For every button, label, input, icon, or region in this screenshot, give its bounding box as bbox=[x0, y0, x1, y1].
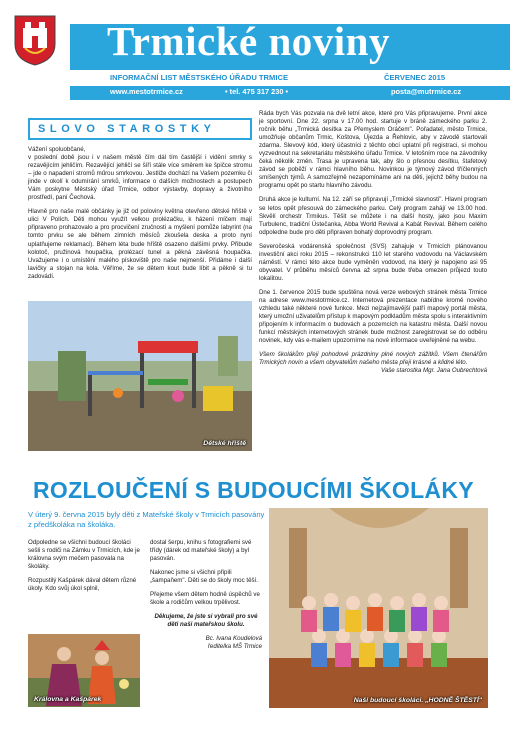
mayor-paragraph: Hlavně pro naše malé občánky je již od poloviny května otevřeno dětské hřiště v ulici V Polích. Děti mohou využít velkou prolézačku, k házení míčem mají připraveno prohazovalo a pro procvičení zručnosti a myšlení pomůže labyrint (na tomto prvku se ale během zimních měsíců zkoušela deska a proto nyní uplatňujeme reklamaci). Během léta bude hřiště osazeno dalšími prvky. Přibude kolotoč, pružinová houpačka, prolézací tunel a pěkná závěsná houpačka. Uvažujeme i o umístění malého pískoviště pro naše nejmenší. Přidáme i další lavičky a stojan na kola. Věříme, že se dětem kout bude líbit a pěkně si tu zadovádí. bbox=[28, 208, 252, 280]
right-paragraph: Ráda bych Vás pozvala na dvě letní akce, které pro Vás připravujeme. První akce je sportovní. Dne 22. srpna v 17.00 hod. startuje v bráně zámeckého parku 2. ročník běhu „Trmická desítka za Přemyslem Oráčem". Pořadatel, město Trmice, umožňuje občanům Trmic, Koštova, Újezda a Řehlovic, aby v závodě startovali zdarma. Slevový kód, který účastníci z těchto obcí uplatní při registraci, si mohou vyzvednout na sekretariátu městského úřadu Trmice. V letošním roce na závodníky čeká několik změn. Trasa je upravena tak, aby šlo o přesnou desítku, štafetový závod se poběží v rámci hlavního běhu. Novinkou je týmový závod tříčlenných smíšených týmů. A samozřejmě nezapomínáme ani na děti, jejichž běhy budou na programu opět po startu hlavního závodu. bbox=[259, 110, 487, 190]
right-paragraph: Dne 1. července 2015 bude spuštěna nová verze webových stránek města Trmice na adrese www.mestotrmice.cz. Internetová prezentace nabídne kromě nového vzhledu také některé nové funkce. Mezi nejzajímavější patří mapový portál města, který umožní uživatelům přístup k mapovým podkladům města spolu s interaktivním připojením k informacím o budovách a pozemcích na katastru města. Další novou funkcí městských internetových stránek bude možnost zaregistrovat se do odběru novinek, kdy vás e-mailem upozorníme na nové informace uveřejněné na webu. bbox=[259, 288, 487, 345]
article-signature-role: ředitelka MŠ Trmice bbox=[207, 643, 262, 651]
right-paragraph: Druhá akce je kulturní. Na 12. září se připravují „Trmické slavnosti". Hlavní program se letos opět přesouvá do zámeckého parku. Celý program zahájí ve 13.00 hod. Skvělí orchestr Trmikus. Těšit se můžete i na další hosty, jako jsou Maxim Turbulenc, tradiční Ústečanka, Abba World Revival a Kabát Revival. Během celého odpoledne bude pro děti připraven bohatý doprovodný program. bbox=[259, 196, 487, 236]
mayor-column bbox=[28, 118, 252, 287]
article-lead: V úterý 9. června 2015 byly děti z Mateřské školy v Trmicích pasovány z předškoláka na školáka. bbox=[28, 510, 265, 529]
article-thanks: Děkujeme, že jste si vybrali pro své děti naši mateřskou školu. bbox=[154, 613, 258, 629]
website-link[interactable]: www.mestotrmice.cz bbox=[110, 87, 183, 96]
right-paragraph: Severočeská vodárenská společnost (SVS) zahajuje v Trmicích plánovanou investiční akci roku 2015 – rekonstrukci 110 let starého vodovodu na Václavském náměstí. V rámci této akce bude vyměněn vodovod, na který je napojeno asi 95 obyvatel. V průběhu měsíců června až srpna bude třeba omezen průjezd touto lokalitou. bbox=[259, 242, 487, 282]
newspaper-subtitle: INFORMAČNÍ LIST MĚSTSKÉHO ÚŘADU TRMICE bbox=[110, 73, 289, 82]
right-column bbox=[259, 110, 487, 381]
photo-caption: Královna a Kašpárek bbox=[34, 696, 102, 703]
group-photo-illustration bbox=[269, 508, 488, 708]
article-paragraph: Přejeme všem dětem hodně úspěchů ve škole a rodičům velkou trpělivost. bbox=[150, 591, 260, 607]
town-crest-icon bbox=[13, 14, 57, 66]
phone-number: • tel. 475 317 230 • bbox=[225, 87, 289, 96]
queen-and-jester-photo bbox=[28, 634, 140, 707]
masthead bbox=[0, 0, 510, 103]
issue-date: ČERVENEC 2015 bbox=[384, 73, 446, 82]
section-heading: SLOVO STAROSTKY bbox=[38, 123, 216, 135]
closing-wish: Všem školákům přeji pohodové prázdniny plné nových zážitků. Všem čtenářům Trmických novin a všem obyvatelům našeho města přeji krásné a klidné léto. bbox=[259, 351, 487, 367]
article-paragraph: Nakonec jsme si všichni připili „šampaňem". Děti se do školy moc těší. bbox=[150, 569, 258, 585]
future-pupils-photo bbox=[269, 508, 488, 708]
mayor-paragraph: Vážení spoluobčané, v poslední době jsou i v našem městě čím dál tím častější i vidění smrky s rezavějícím jehličím. Rezavějící jehličí se šíří stále více směrem ke špičce stromu – jde o napadení stromů műrou smrkovou. Jestliže dochází na Vašem pozemku či jinde v okolí k odumírání smrků, informace o dalších možnostech a postupech Vám poskytne Městský úřad Trmice, odbor výstavby, dopravy a životního prostředí, paní Čechová. bbox=[28, 146, 252, 202]
email-link[interactable]: posta@mutrmice.cz bbox=[391, 87, 462, 96]
playground-photo bbox=[28, 301, 252, 451]
mayor-text bbox=[28, 146, 252, 281]
photo-caption: Naši budoucí školáci. „HODNĚ ŠTĚSTÍ" bbox=[353, 697, 482, 704]
article-signature-name: Bc. Ivana Koudelová bbox=[205, 635, 262, 643]
article-paragraph: Rozpustilý Kašpárek dával dětem různé úkoly. Kdo svůj úkol splnil, bbox=[28, 577, 137, 593]
right-text bbox=[259, 110, 487, 375]
playground-illustration bbox=[28, 301, 252, 451]
mayor-signature: Vaše starostka Mgr. Jana Oubrechtová bbox=[380, 367, 487, 375]
article-paragraph: dostal šerpu, knihu s fotografiemi své třídy (dárek od mateřské školy) a byl pasován. bbox=[150, 539, 252, 563]
article-headline: ROZLOUČENÍ S BUDOUCÍMI ŠKOLÁKY bbox=[33, 477, 474, 503]
article-column-1 bbox=[28, 539, 141, 599]
section-heading-box bbox=[28, 118, 252, 140]
article-column-2 bbox=[150, 539, 262, 658]
newspaper-title: Trmické noviny bbox=[107, 18, 390, 64]
photo-caption: Dětské hřiště bbox=[203, 440, 246, 447]
article-paragraph: Odpoledne se všichni budoucí školáci sešli s rodiči na Zámku v Trmicích, kde je královna svým mečem pasovala na školáky. bbox=[28, 539, 140, 571]
